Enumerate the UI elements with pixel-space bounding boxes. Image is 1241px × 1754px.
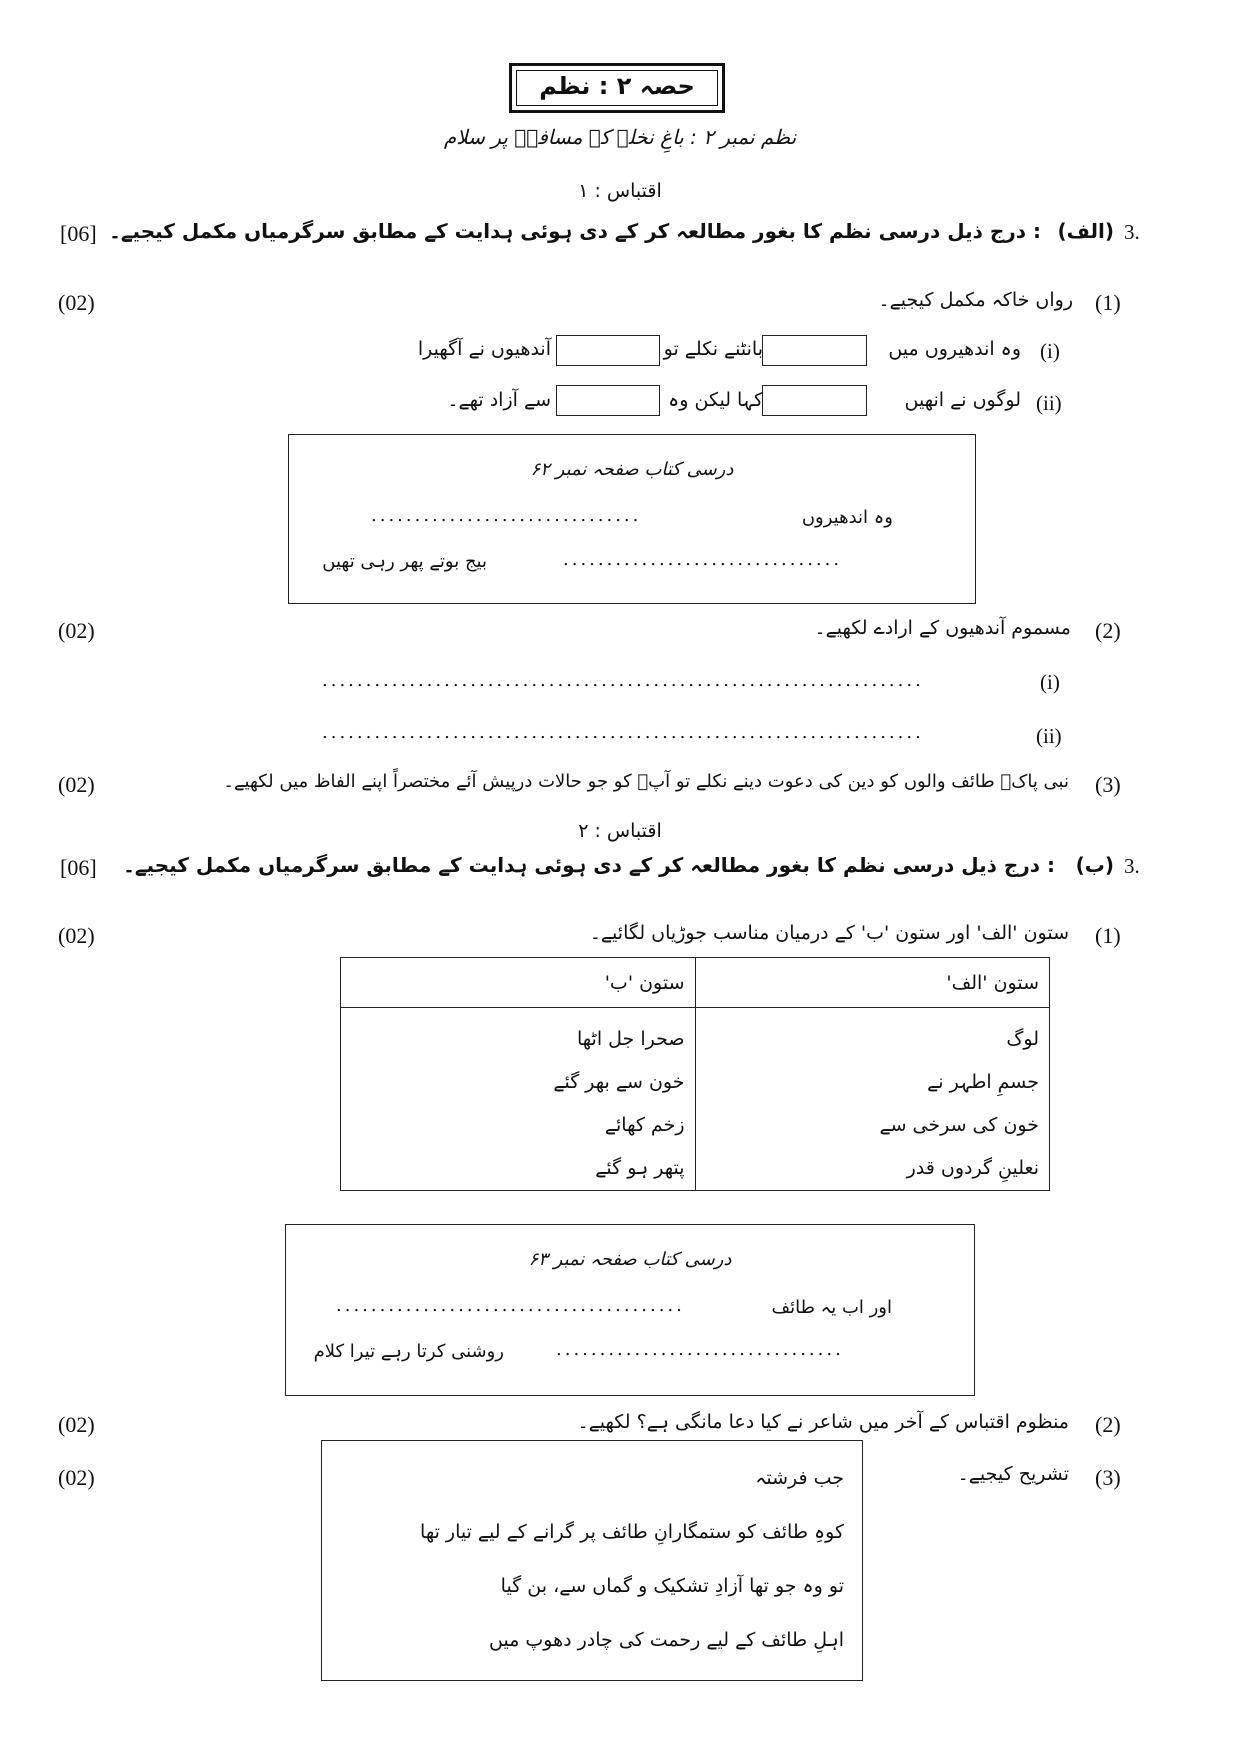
couplet-line: جب فرشتہ xyxy=(755,1467,844,1489)
matching-table xyxy=(340,957,1050,1191)
q3b-sub2-num: (2) xyxy=(1095,1412,1121,1437)
excerpt-2-label: اقتباس : ۲ xyxy=(578,820,662,842)
q3a-sub2-ans2-dots[interactable]: ..................................................................... xyxy=(322,722,924,743)
q3b-marks: [06] xyxy=(60,855,97,880)
q3b-sub1-text: ستون 'الف' اور ستون 'ب' کے درمیان مناسب جوڑیاں لگائیے۔ xyxy=(589,922,1069,944)
q3a-row-ii-part1: لوگوں نے انھیں xyxy=(904,389,1021,411)
q3a-sub3-num: (3) xyxy=(1095,772,1121,797)
q3b-textbook-line1-dots: ........................................ xyxy=(336,1295,685,1316)
q3a-sub2-text: مسموم آندھیوں کے ارادے لکھیے۔ xyxy=(814,617,1071,639)
table-alif-item: نعلینِ گردوں قدر xyxy=(906,1157,1039,1179)
q3a-sub3-text: نبی پاکؐ طائف والوں کو دین کی دعوت دینے نکلے تو آپؐ کو جو حالات درپیش آئے مختصراً اپنے الفاظ میں لکھیے۔ xyxy=(223,771,1069,792)
table-alif-item: خون کی سرخی سے xyxy=(879,1114,1039,1136)
q3b-label: (ب) xyxy=(1075,853,1114,877)
q3a-row-i-num: (i) xyxy=(1040,339,1060,363)
q3b-sub3-num: (3) xyxy=(1095,1465,1121,1490)
table-alif-item: جسمِ اطہر نے xyxy=(927,1071,1039,1093)
table-be-item: خون سے بھر گئے xyxy=(553,1071,685,1093)
q3b-textbook-box xyxy=(285,1224,975,1396)
section-title-box xyxy=(509,63,725,113)
poem-title: نظم نمبر ۲ : باغِ نخلہ کے مسافرؐ پر سلام xyxy=(443,125,797,149)
section-title: حصہ ۲ : نظم xyxy=(539,72,695,100)
q3a-row-i-part3: آندھیوں نے آگھیرا xyxy=(417,338,551,360)
q3b-number: 3. xyxy=(1124,854,1140,878)
q3a-marks: [06] xyxy=(60,221,97,246)
q3a-row-ii-part2: کہا لیکن وہ xyxy=(668,389,763,411)
q3a-number: 3. xyxy=(1124,220,1140,244)
couplet-line: تو وہ جو تھا آزادِ تشکیک و گماں سے، بن گیا xyxy=(500,1575,844,1597)
table-header-alif: ستون 'الف' xyxy=(695,958,1050,1008)
q3a-sub3-marks: (02) xyxy=(58,772,95,797)
table-alif-item: لوگ xyxy=(1006,1028,1039,1050)
q3a-sub1-num: (1) xyxy=(1095,290,1121,315)
q3a-sub2-ans2-num: (ii) xyxy=(1036,724,1062,748)
q3a-sub2-ans1-num: (i) xyxy=(1040,670,1060,694)
q3b-sub1-marks: (02) xyxy=(58,923,95,948)
table-header-be: ستون 'ب' xyxy=(341,958,696,1008)
q3a-label: (الف) xyxy=(1057,219,1114,243)
couplet-line: کوہِ طائف کو ستمگارانِ طائف پر گرانے کے لیے تیار تھا xyxy=(420,1521,844,1543)
q3a-row-i-part1: وہ اندھیروں میں xyxy=(888,338,1021,360)
q3b-textbook-line1-start: اور اب یہ طائف xyxy=(771,1297,892,1318)
q3a-textbook-line1-start: وہ اندھیروں xyxy=(801,507,893,528)
q3a-sub1-marks: (02) xyxy=(58,290,95,315)
q3b-textbook-line2-end: روشنی کرتا رہے تیرا کلام xyxy=(313,1341,504,1362)
table-be-item: پتھر ہو گئے xyxy=(595,1157,685,1179)
q3a-textbook-line2-end: بیج بوتے پھر رہی تھیں xyxy=(322,551,487,572)
q3a-row-ii-blank1[interactable] xyxy=(762,385,867,416)
q3b-instruction: : درج ذیل درسی نظم کا بغور مطالعہ کر کے دی ہوئی ہدایت کے مطابق سرگرمیاں مکمل کیجیے۔ xyxy=(123,853,1055,877)
q3a-textbook-heading: درسی کتاب صفحہ نمبر ۶۲ xyxy=(530,459,734,480)
table-be-item: صحرا جل اٹھا xyxy=(577,1028,685,1050)
q3b-sub3-text: تشریح کیجیے۔ xyxy=(957,1463,1069,1485)
q3a-row-i-blank1[interactable] xyxy=(762,335,867,366)
q3b-textbook-line2-dots: ................................. xyxy=(556,1339,844,1360)
q3b-couplet-box xyxy=(321,1440,863,1681)
table-column-be xyxy=(341,1008,696,1191)
q3a-sub2-ans1-dots[interactable]: ..................................................................... xyxy=(322,670,924,691)
q3b-sub2-marks: (02) xyxy=(58,1412,95,1437)
q3b-sub2-text: منظوم اقتباس کے آخر میں شاعر نے کیا دعا مانگی ہے؟ لکھیے۔ xyxy=(577,1411,1069,1433)
q3a-textbook-line1-dots: ............................... xyxy=(371,505,642,526)
couplet-line: اہلِ طائف کے لیے رحمت کی چادر دھوپ میں xyxy=(489,1629,844,1651)
q3a-row-i-blank2[interactable] xyxy=(556,335,660,366)
q3a-row-i-part2: بانٹنے نکلے تو xyxy=(663,338,763,360)
q3b-textbook-heading: درسی کتاب صفحہ نمبر ۶۳ xyxy=(528,1249,732,1270)
q3a-row-ii-num: (ii) xyxy=(1036,391,1062,415)
q3a-row-ii-blank2[interactable] xyxy=(556,385,660,416)
q3b-sub1-num: (1) xyxy=(1095,923,1121,948)
q3a-instruction: : درج ذیل درسی نظم کا بغور مطالعہ کر کے دی ہوئی ہدایت کے مطابق سرگرمیاں مکمل کیجیے۔ xyxy=(109,219,1041,243)
q3a-sub1-text: رواں خاکہ مکمل کیجیے۔ xyxy=(878,289,1073,311)
excerpt-1-label: اقتباس : ۱ xyxy=(578,180,662,202)
table-column-alif xyxy=(695,1008,1050,1191)
table-be-item: زخم کھائے xyxy=(604,1114,685,1136)
q3b-sub3-marks: (02) xyxy=(58,1465,95,1490)
q3a-textbook-box xyxy=(288,434,976,604)
q3a-sub2-marks: (02) xyxy=(58,618,95,643)
q3a-row-ii-part3: سے آزاد تھے۔ xyxy=(447,389,551,411)
q3a-textbook-line2-dots: ................................ xyxy=(563,549,843,570)
q3a-sub2-num: (2) xyxy=(1095,618,1121,643)
